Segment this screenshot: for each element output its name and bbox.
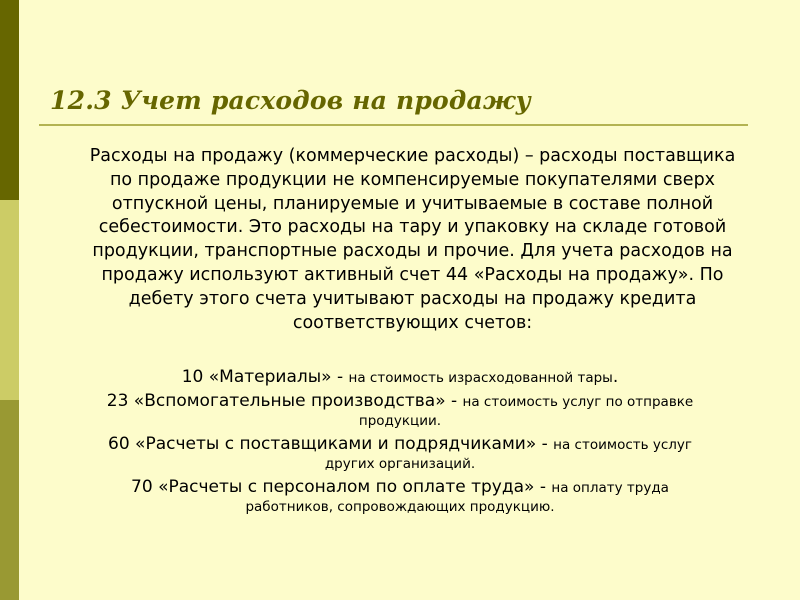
slide-body bbox=[62, 145, 748, 335]
side-accent-bar bbox=[0, 0, 19, 600]
account-description-continued: работников, сопровождающих продукцию. bbox=[245, 499, 555, 515]
slide-title: 12.3 Учет расходов на продажу bbox=[50, 86, 531, 115]
title-divider bbox=[39, 124, 748, 126]
side-bar-segment-bottom bbox=[0, 400, 19, 600]
account-tail: . bbox=[612, 367, 619, 387]
account-item-70 bbox=[30, 477, 770, 517]
side-bar-segment-top bbox=[0, 0, 19, 200]
account-description: на оплату труда bbox=[551, 480, 669, 496]
account-name: 60 «Расчеты с поставщиками и подрядчиками» - bbox=[108, 434, 554, 454]
account-name: 23 «Вспомогательные производства» - bbox=[106, 391, 463, 411]
account-description-continued: других организаций. bbox=[324, 456, 476, 472]
intro-paragraph: Расходы на продажу (коммерческие расходы) – расходы поставщика по продаже продукции не компенсируемые покупателями сверх отпускной цены, планируемые и учитываемые в составе полной себестоимости. Это расходы на тару и упаковку на складе готовой продукции, транспортные расходы и прочие. Для учета расходов на продажу используют активный счет 44 «Расходы на продажу». По дебету этого счета учитывают расходы на продажу кредита соответствующих счетов: bbox=[89, 146, 736, 333]
account-description: на стоимость услуг по отправке bbox=[462, 394, 694, 410]
side-bar-segment-middle bbox=[0, 200, 19, 400]
account-name: 70 «Расчеты с персоналом по оплате труда» - bbox=[131, 477, 552, 497]
account-item-60 bbox=[30, 434, 770, 474]
account-description: на стоимость израсходованной тары bbox=[348, 370, 613, 386]
account-name: 10 «Материалы» - bbox=[181, 367, 349, 387]
account-item-10 bbox=[30, 367, 770, 388]
account-description: на стоимость услуг bbox=[553, 437, 692, 453]
accounts-list bbox=[30, 367, 770, 520]
account-description-continued: продукции. bbox=[358, 413, 442, 429]
account-item-23 bbox=[30, 391, 770, 431]
